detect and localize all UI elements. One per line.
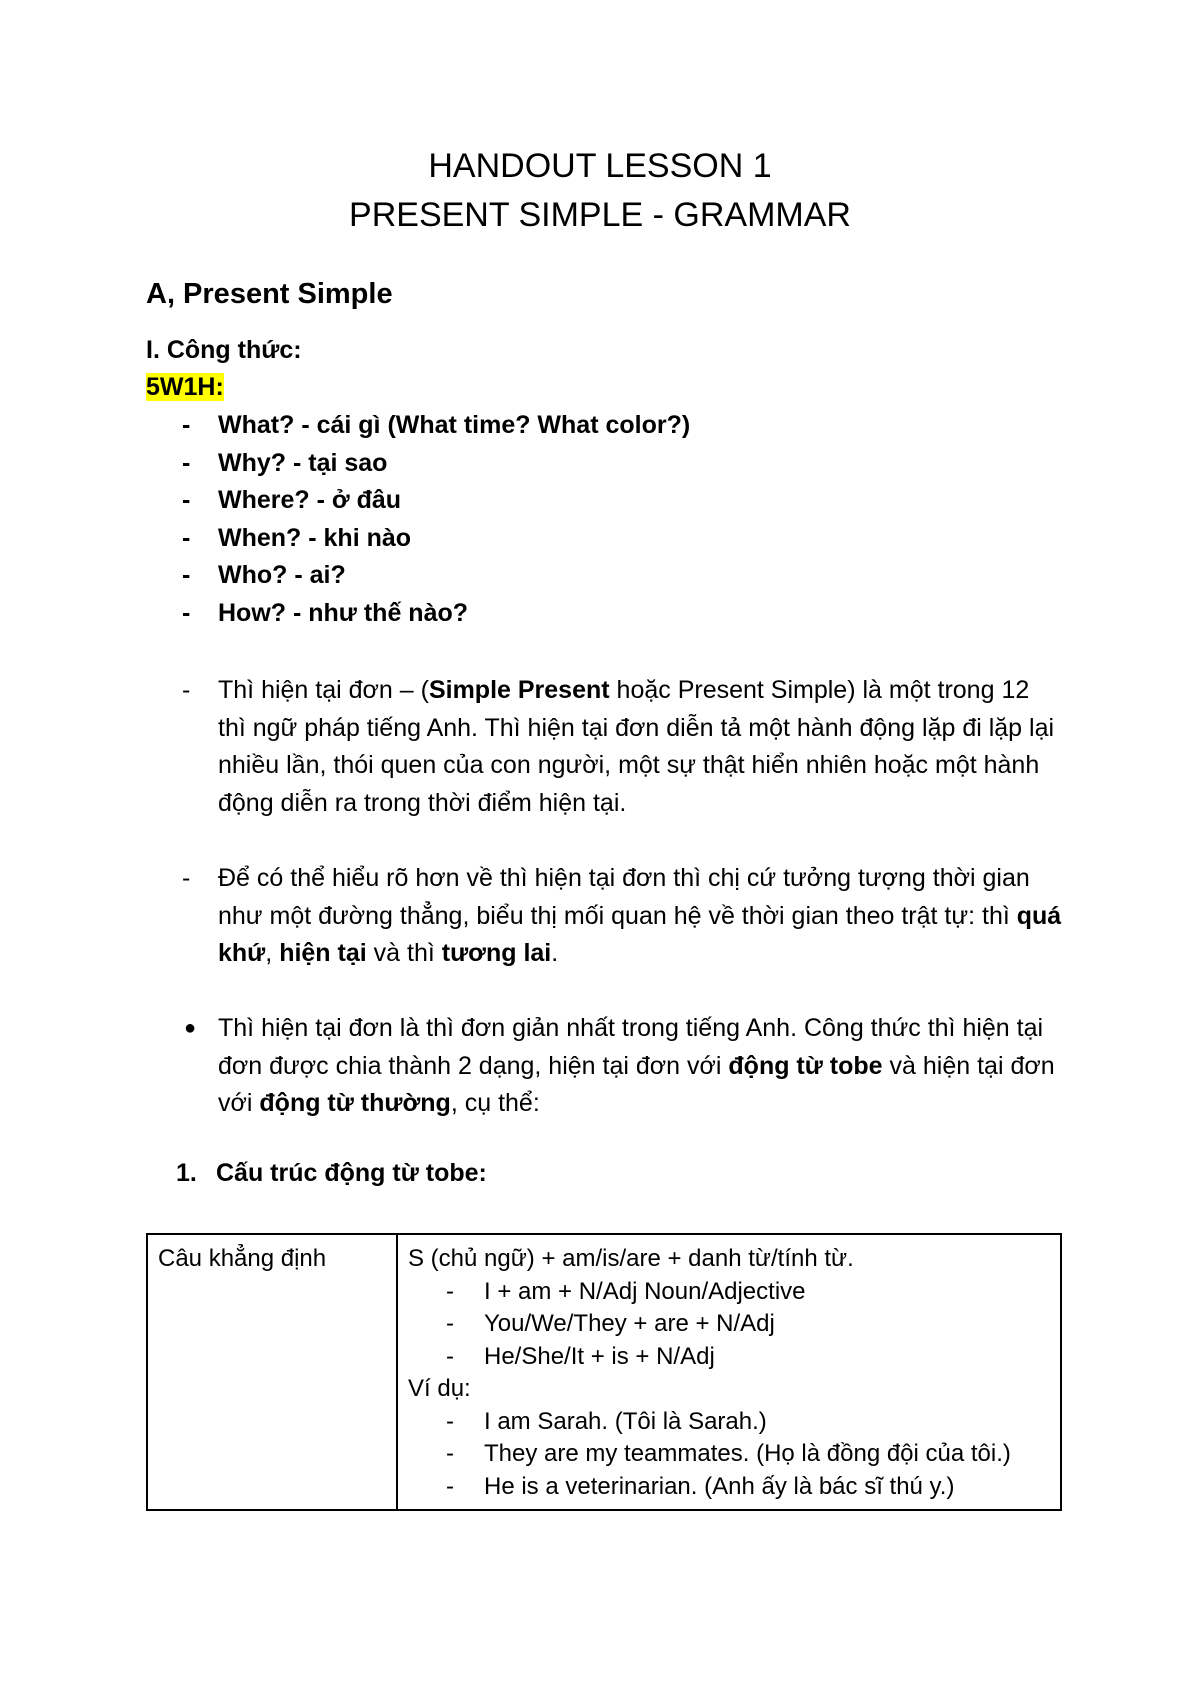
bold-term: hiện tại [279, 939, 367, 968]
numbered-heading [176, 1158, 487, 1188]
bullet-icon: ● [184, 1017, 197, 1039]
list-item [408, 1341, 1050, 1374]
dash-marker: - [446, 1342, 454, 1370]
dash-marker: - [182, 598, 191, 627]
dash-marker: - [182, 486, 191, 515]
bold-term: tương lai [441, 939, 552, 968]
bold-term: động từ tobe [728, 1051, 883, 1080]
paragraph-forms [182, 1010, 1062, 1123]
list-item-text: They are my teammates. (Họ là đồng đội của tôi.) [484, 1440, 1011, 1467]
table-row [147, 1234, 1061, 1510]
paragraph-definition [182, 672, 1062, 823]
dash-marker: - [182, 676, 191, 704]
list-item [182, 523, 690, 561]
highlighted-label [146, 373, 224, 401]
dash-marker: - [446, 1277, 454, 1305]
highlight-text: 5W1H: [146, 373, 224, 401]
subheading-formula: I. Công thức: [146, 336, 302, 364]
document-title-line-1: HANDOUT LESSON 1 [428, 147, 772, 185]
dash-marker: - [182, 448, 191, 477]
list-item [182, 410, 690, 448]
heading-text: Cấu trúc động từ tobe: [216, 1159, 487, 1187]
heading-number: 1. [176, 1159, 197, 1187]
text-run: và hiện tại đơn với [218, 1051, 1055, 1118]
dash-marker: - [182, 561, 191, 590]
examples-list [408, 1406, 1050, 1504]
list-item [182, 485, 690, 523]
list-item-text: Why? - tại sao [218, 448, 388, 477]
list-item [182, 560, 690, 598]
table-cell-label [147, 1234, 397, 1510]
text-run: , cụ thể: [450, 1089, 540, 1118]
text-run: hoặc Present Simple) là một trong 12 thì ngữ pháp tiếng Anh. Thì hiện tại đơn diễn tả một hành động lặp đi lặp lại nhiều lần, thói quen của con người, một sự thật hiển nhiên hoặc một hành động diễn ra trong thời điểm hiện tại. [218, 676, 1055, 818]
list-item-text: He is a veterinarian. (Anh ấy là bác sĩ thú y.) [484, 1472, 955, 1500]
dash-marker: - [182, 523, 191, 552]
text-run: Thì hiện tại đơn – ( [218, 676, 429, 704]
list-item-text: He/She/It + is + N/Adj [484, 1342, 715, 1370]
list-item-text: How? - như thế nào? [218, 598, 469, 627]
list-item [182, 448, 690, 486]
document-title-line-2: PRESENT SIMPLE - GRAMMAR [349, 196, 851, 234]
grammar-table [146, 1233, 1062, 1511]
list-item-text: What? - cái gì (What time? What color?) [218, 411, 691, 439]
text-run: Thì hiện tại đơn là thì đơn giản nhất trong tiếng Anh. Công thức thì hiện tại đơn được chia thành 2 dạng, hiện tại đơn với [218, 1014, 1044, 1080]
text-run: Để có thể hiểu rõ hơn về thì hiện tại đơn thì chị cứ tưởng tượng thời gian như một đường thẳng, biểu thị mối quan hệ về thời gian theo trật tự: thì [218, 864, 1030, 930]
paragraph-timeline [182, 860, 1062, 973]
dash-marker: - [446, 1310, 454, 1337]
dash-marker: - [182, 864, 191, 892]
text-run: và thì [366, 939, 442, 968]
list-item [408, 1276, 1050, 1309]
dash-marker: - [446, 1407, 454, 1435]
bold-term: quá khứ [218, 901, 1062, 968]
list-item [408, 1471, 1050, 1504]
list-item-text: I + am + N/Adj Noun/Adjective [484, 1277, 806, 1305]
text-run: , [265, 939, 280, 968]
formula-text: S (chủ ngữ) + am/is/are + danh từ/tính từ. [408, 1245, 854, 1272]
row-label: Câu khẳng định [158, 1245, 327, 1272]
example-label: Ví dụ: [408, 1375, 471, 1402]
section-heading: A, Present Simple [146, 278, 393, 310]
text-run: . [551, 939, 559, 968]
bold-term: động từ thường [259, 1089, 451, 1118]
forms-list [408, 1276, 1050, 1374]
dash-marker: - [446, 1472, 454, 1500]
list-item [182, 598, 690, 636]
list-item-text: You/We/They + are + N/Adj [484, 1310, 775, 1337]
question-word-list [182, 410, 690, 636]
list-item-text: When? - khi nào [218, 523, 412, 552]
table-cell-content [397, 1234, 1061, 1510]
list-item-text: I am Sarah. (Tôi là Sarah.) [484, 1407, 767, 1435]
list-item [408, 1438, 1050, 1471]
list-item-text: Where? - ở đâu [218, 486, 402, 515]
dash-marker: - [182, 411, 191, 439]
list-item [408, 1308, 1050, 1341]
list-item [408, 1406, 1050, 1439]
list-item-text: Who? - ai? [218, 561, 346, 590]
bold-term: Simple Present [428, 676, 610, 704]
dash-marker: - [446, 1440, 454, 1467]
